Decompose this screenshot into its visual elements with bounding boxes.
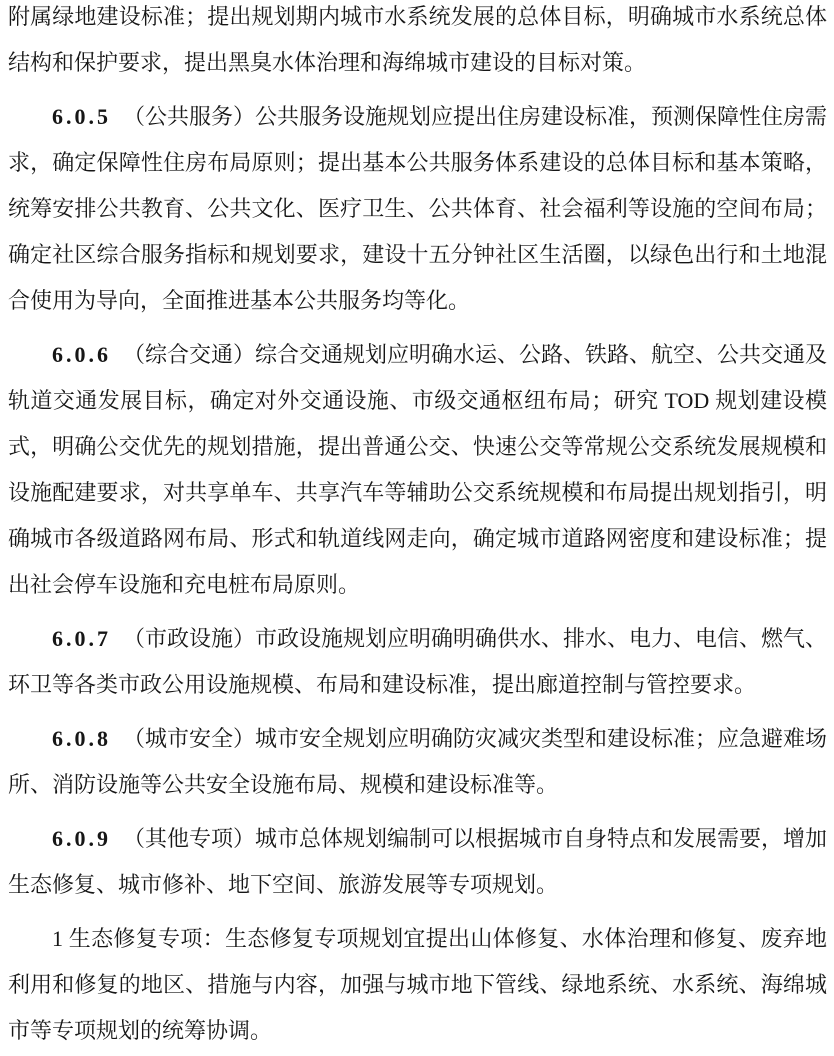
paragraph-6-0-7 [8,616,827,708]
paragraph-text: （其他专项）城市总体规划编制可以根据城市自身特点和发展需要，增加生态修复、城市修补、地下空间、旅游发展等专项规划。 [8,826,828,897]
paragraph-continuation [8,0,827,86]
paragraph-text: （城市安全）城市安全规划应明确防灾减灾类型和建设标准；应急避难场所、消防设施等公共安全设施布局、规模和建设标准等。 [8,726,828,797]
section-number: 6.0.8 [52,726,111,751]
section-number: 6.0.5 [52,104,111,129]
section-number: 6.0.9 [52,826,111,851]
paragraph-text: （市政设施）市政设施规划应明确明确供水、排水、电力、电信、燃气、环卫等各类市政公用设施规模、布局和建设标准，提出廊道控制与管控要求。 [8,626,828,697]
paragraph-6-0-9 [8,816,827,908]
paragraph-text: 附属绿地建设标准；提出规划期内城市水系统发展的总体目标，明确城市水系统总体结构和保护要求，提出黑臭水体治理和海绵城市建设的目标对策。 [8,4,827,75]
paragraph-6-0-6 [8,332,827,608]
section-number: 6.0.7 [52,626,111,651]
paragraph-text: 1 生态修复专项：生态修复专项规划宜提出山体修复、水体治理和修复、废弃地利用和修复的地区、措施与内容，加强与城市地下管线、绿地系统、水系统、海绵城市等专项规划的统筹协调。 [8,926,827,1043]
paragraph-eco-restoration [8,916,827,1054]
paragraph-6-0-8 [8,716,827,808]
paragraph-text: （综合交通）综合交通规划应明确水运、公路、铁路、航空、公共交通及轨道交通发展目标，确定对外交通设施、市级交通枢纽布局；研究 TOD 规划建设模式，明确公交优先的规划措施，提出普通公交、快速公交等常规公交系统发展规模和设施配建要求，对共享单车、共享汽车等辅助公交系统规模和布局提出规划指引，明确城市各级道路网布局、形式和轨道线网走向，确定城市道路网密度和建设标准；提出社会停车设施和充电桩布局原则。 [8,342,828,597]
document-content [8,0,827,1054]
paragraph-6-0-5 [8,94,827,324]
section-number: 6.0.6 [52,342,111,367]
paragraph-text: （公共服务）公共服务设施规划应提出住房建设标准，预测保障性住房需求，确定保障性住房布局原则；提出基本公共服务体系建设的总体目标和基本策略，统筹安排公共教育、公共文化、医疗卫生、公共体育、社会福利等设施的空间布局；确定社区综合服务指标和规划要求，建设十五分钟社区生活圈，以绿色出行和土地混合使用为导向，全面推进基本公共服务均等化。 [8,104,828,313]
